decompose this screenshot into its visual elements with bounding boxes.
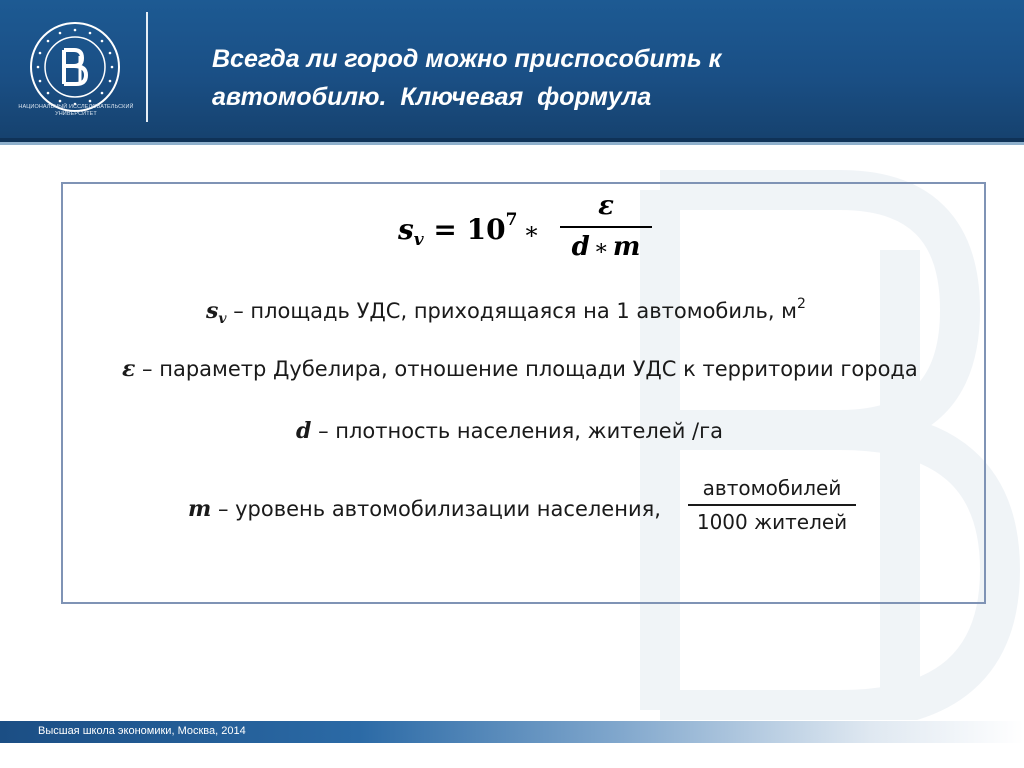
formula-lhs bbox=[398, 210, 546, 250]
m-unit-fraction bbox=[688, 474, 856, 536]
formula-m: m bbox=[612, 232, 641, 262]
sv-subscript: v bbox=[218, 311, 227, 327]
formula-s-subscript: v bbox=[413, 230, 424, 250]
d-text: – плотность населения, жителей /га bbox=[311, 419, 724, 443]
formula-fraction bbox=[560, 188, 652, 266]
header-vertical-divider bbox=[146, 12, 148, 122]
m-text: – уровень автомобилизации населения, bbox=[211, 497, 661, 521]
m-unit-numerator: автомобилей bbox=[702, 476, 842, 500]
formula-s: s bbox=[398, 213, 414, 246]
definition-sv bbox=[206, 296, 806, 327]
formula-d: d bbox=[571, 232, 590, 262]
definition-epsilon bbox=[122, 356, 918, 382]
formula-numerator: ε bbox=[598, 191, 614, 221]
m-unit-denominator: 1000 жителей bbox=[696, 509, 848, 534]
slide-title bbox=[212, 40, 972, 116]
formula-exponent: 7 bbox=[505, 210, 518, 230]
sv-text: – площадь УДС, приходящаяся на 1 автомобиль, м bbox=[226, 299, 798, 323]
footer-text: Высшая школа экономики, Москва, 2014 bbox=[38, 725, 246, 737]
university-logo-icon bbox=[28, 20, 122, 114]
sv-symbol bbox=[206, 298, 227, 327]
formula-den-multiply: ∗ bbox=[593, 236, 609, 261]
epsilon-text: – параметр Дубелира, отношение площади УДС к территории города bbox=[135, 357, 918, 381]
d-symbol: d bbox=[296, 418, 312, 444]
header-divider-line-light bbox=[0, 142, 1024, 145]
m-unit-fraction-bar bbox=[688, 504, 856, 506]
m-symbol: m bbox=[188, 496, 212, 522]
sv-letter: s bbox=[206, 298, 219, 324]
definition-m bbox=[188, 496, 661, 522]
formula-equals: = 10 bbox=[423, 213, 506, 246]
formula-multiply: ∗ bbox=[523, 217, 540, 245]
formula-denominator bbox=[560, 228, 652, 266]
logo-caption: НАЦИОНАЛЬНЫЙ ИССЛЕДОВАТЕЛЬСКИЙ УНИВЕРСИТЕТ bbox=[18, 104, 134, 117]
definition-d bbox=[296, 418, 723, 444]
epsilon-symbol: ε bbox=[122, 356, 136, 382]
title-line-2: автомобилю. Ключевая формула bbox=[212, 83, 652, 111]
title-line-1: Всегда ли город можно приспособить к bbox=[212, 45, 722, 73]
sv-unit-exponent: 2 bbox=[797, 296, 806, 312]
